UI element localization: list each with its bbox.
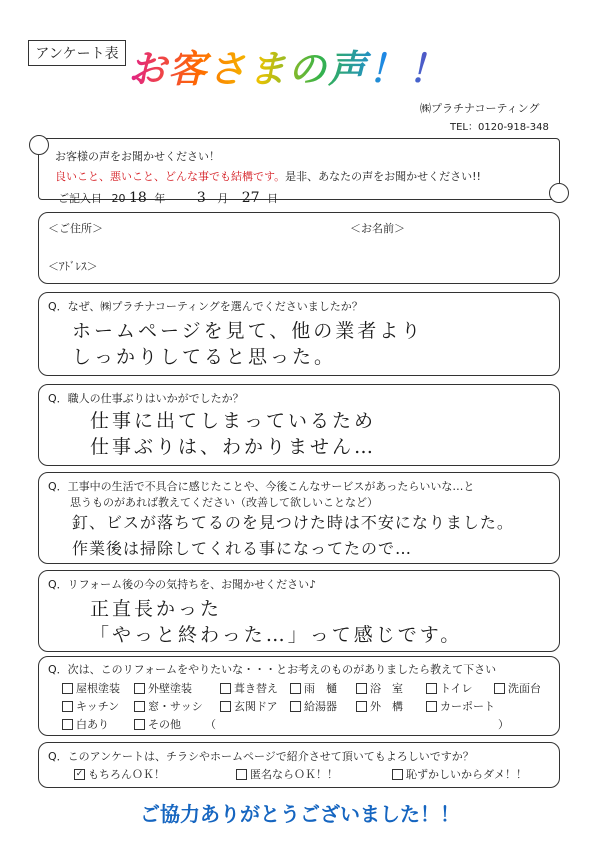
other-paren-close: ） (498, 718, 509, 731)
option-label: 玄関ドア (234, 700, 278, 713)
email-label: ＜ｱﾄﾞﾚｽ＞ (48, 260, 98, 273)
checkbox-checked[interactable]: ✓ (75, 768, 84, 779)
checkbox[interactable] (426, 683, 437, 694)
checkbox[interactable] (134, 683, 145, 694)
option-label: 浴 室 (370, 682, 403, 695)
q5-question: Q．次は、このリフォームをやりたいな・・・とお考えのものがありましたら教えて下さい (48, 663, 497, 676)
other-paren-open: （ (205, 718, 216, 731)
option-water-heater[interactable] (290, 698, 337, 714)
option-window-sash[interactable] (134, 698, 203, 714)
day-unit: 日 (267, 192, 279, 205)
q2-answer-2[interactable]: 仕事ぶりは、わかりません… (90, 436, 377, 458)
option-label: 外 構 (370, 700, 403, 713)
option-label: 白あり (76, 718, 109, 731)
checkbox[interactable] (62, 719, 73, 730)
option-carport[interactable] (426, 698, 495, 714)
month-unit: 月 (217, 192, 229, 205)
checkbox[interactable] (62, 683, 73, 694)
consent-ok[interactable] (74, 766, 165, 782)
option-label: キッチン (76, 700, 120, 713)
checkbox[interactable] (220, 683, 231, 694)
intro-line-2-red: 良いこと、悪いこと、どんな事でも結構です。 (55, 170, 286, 183)
q3-question-1: Q．工事中の生活で不具合に感じたことや、今後こんなサービスがあったらいいな…と (48, 480, 475, 493)
intro-line-2-black: 是非、あなたの声をお聞かせください!! (285, 170, 481, 183)
checkbox[interactable] (356, 683, 367, 694)
q4-answer-2[interactable]: 「やっと終わった…」って感じです。 (90, 624, 463, 646)
q1-question: Q．なぜ、㈱プラチナコーティングを選んでくださいましたか？ (48, 300, 363, 313)
option-entrance-door[interactable] (220, 698, 278, 714)
year-prefix: 20 (111, 192, 126, 205)
q4-answer-1[interactable]: 正直長かった (90, 598, 223, 620)
company-name: ㈱プラチナコーティング (420, 102, 540, 115)
checkbox[interactable] (290, 701, 301, 712)
checkbox[interactable] (62, 701, 73, 712)
option-label: もちろんＯＫ！ (88, 768, 165, 781)
checkbox[interactable] (236, 769, 247, 780)
option-label: 恥ずかしいからダメ！！ (406, 768, 527, 781)
intro-line-2 (55, 168, 481, 184)
day-value[interactable]: 27 (241, 190, 260, 206)
option-gutter[interactable] (290, 680, 337, 696)
q4-question: Q．リフォーム後の今の気持ちを、お聞かせください♪ (48, 578, 317, 591)
page-title: お客さまの声！！ (128, 38, 448, 93)
checkbox[interactable] (134, 701, 145, 712)
option-washbasin[interactable] (494, 680, 541, 696)
date-label: ご記入日 (58, 192, 102, 205)
q3-answer-2[interactable]: 作業後は掃除してくれる事になってたので… (72, 539, 413, 558)
option-roof-paint[interactable] (62, 680, 120, 696)
company-tel: TEL：0120-918-348 (450, 122, 549, 133)
option-label: 外壁塗装 (148, 682, 192, 695)
checkbox[interactable] (356, 701, 367, 712)
option-bathroom[interactable] (356, 680, 403, 696)
address-label: ＜ご住所＞ (48, 222, 103, 235)
option-exterior[interactable] (356, 698, 403, 714)
option-label: その他 (148, 718, 181, 731)
year-value[interactable]: 18 (129, 190, 147, 206)
checkbox[interactable] (494, 683, 505, 694)
option-label: 洗面台 (508, 682, 541, 695)
scroll-curl-right (549, 183, 569, 203)
name-label: ＜お名前＞ (350, 222, 405, 235)
consent-no[interactable] (392, 766, 527, 782)
q3-question-2: 思うものがあれば教えてください（改善して欲しいことなど） (70, 496, 378, 509)
option-label: 屋根塗装 (76, 682, 120, 695)
checkbox[interactable] (220, 701, 231, 712)
month-value[interactable]: 3 (196, 190, 206, 206)
consent-anonymous[interactable] (236, 766, 338, 782)
q1-answer-1[interactable]: ホームページを見て、他の業者より (72, 320, 424, 342)
scroll-curl-left (29, 135, 49, 155)
survey-tag: アンケート表 (28, 40, 126, 66)
option-label: 雨 樋 (304, 682, 337, 695)
option-label: 匿名ならＯＫ！！ (250, 768, 338, 781)
q2-question: Q．職人の仕事ぶりはいかがでしたか？ (48, 392, 244, 405)
q2-answer-1[interactable]: 仕事に出てしまっているため (90, 410, 377, 432)
q1-answer-2[interactable]: しっかりしてると思った。 (72, 346, 337, 368)
option-termite[interactable] (62, 716, 109, 732)
option-label: 窓・サッシ (148, 700, 203, 713)
option-wall-paint[interactable] (134, 680, 192, 696)
option-kitchen[interactable] (62, 698, 119, 714)
option-label: 葺き替え (234, 682, 278, 695)
contact-box (38, 212, 560, 284)
option-reroof[interactable] (220, 680, 278, 696)
option-label: カーポート (440, 700, 495, 713)
q3-answer-1[interactable]: 釘、ビスが落ちてるのを見つけた時は不安になりました。 (72, 513, 514, 532)
option-other[interactable] (134, 716, 181, 732)
thanks-message: ご協力ありがとうございました！！ (140, 802, 460, 826)
q6-question: Q．このアンケートは、チラシやホームページで紹介させて頂いてもよろしいですか？ (48, 750, 474, 763)
checkbox[interactable] (134, 719, 145, 730)
checkbox[interactable] (426, 701, 437, 712)
checkbox[interactable] (290, 683, 301, 694)
option-toilet[interactable] (426, 680, 472, 696)
date-row (58, 190, 278, 206)
intro-line-1: お客様の声をお聞かせください！ (55, 150, 220, 163)
option-label: トイレ (440, 682, 473, 695)
checkbox[interactable] (392, 769, 403, 780)
year-unit: 年 (154, 192, 166, 205)
option-label: 給湯器 (304, 700, 337, 713)
